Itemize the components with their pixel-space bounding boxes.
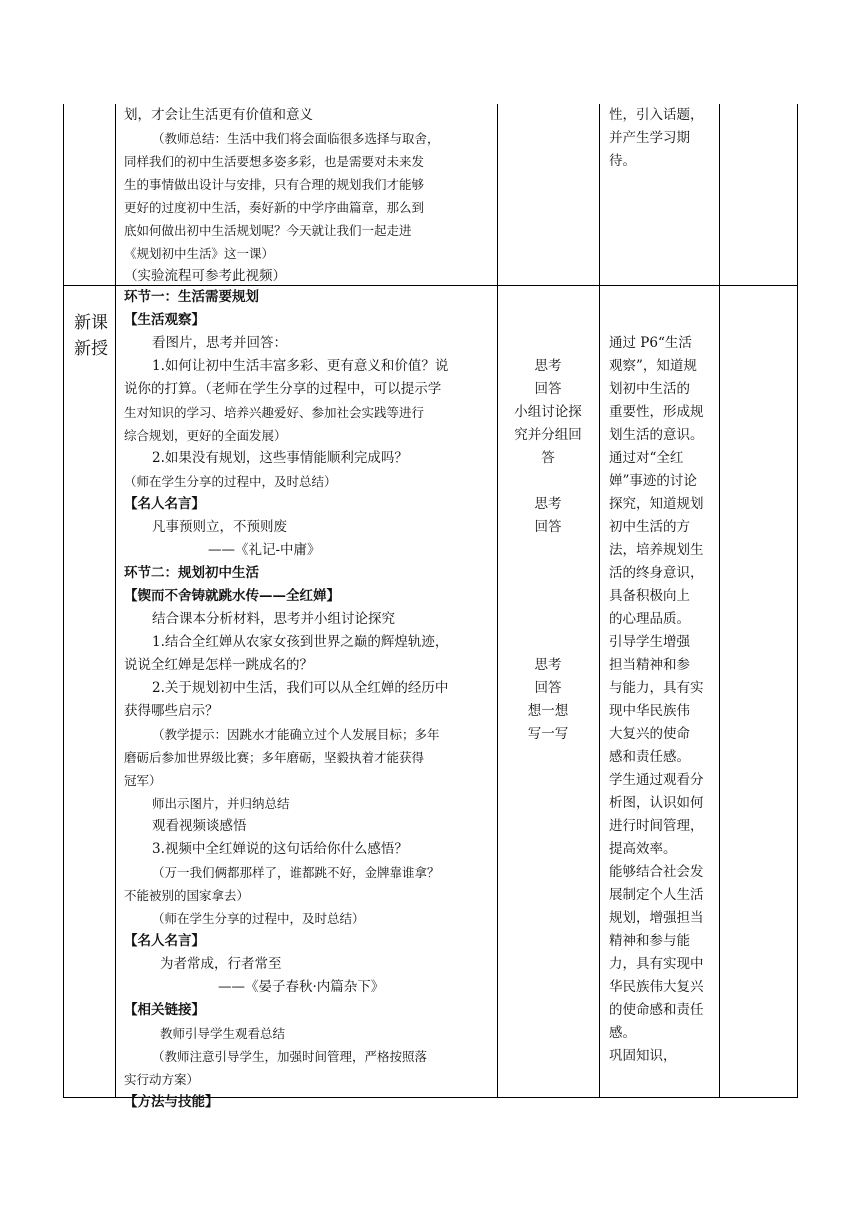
content-line: 磨砺后参加世界级比赛；多年磨砺，坚毅执着才能获得 (124, 750, 425, 765)
content-line: （师在学生分享的过程中，及时总结） (152, 911, 365, 926)
activity-line: 想一想 (527, 703, 569, 719)
activity-line: 回答 (534, 680, 562, 696)
intro-design-intent (609, 104, 717, 173)
content-line: 观看视频谈感悟 (152, 818, 247, 834)
content-line: 获得哪些启示？ (124, 703, 219, 719)
spacer (502, 608, 594, 631)
spacer (502, 539, 594, 562)
intro-line: 更好的过度初中生活，奏好新的中学序曲篇章，那么到 (124, 200, 425, 215)
intent-line: 通过对“全红 (609, 450, 684, 466)
intent-line: 学生通过观看分 (609, 772, 704, 788)
content-line: ——《晏子春秋·内篇杂下》 (218, 979, 385, 995)
intent-line: 力，具有实现中 (609, 956, 704, 972)
intent-line: 华民族伟大复兴 (609, 979, 704, 995)
intro-line: （实验流程可参考此视频） (124, 268, 286, 284)
intent-line: 巩固知识， (609, 1048, 677, 1064)
table-divider-col3 (599, 104, 600, 1098)
intent-line: 感。 (609, 1025, 636, 1041)
content-line: （教师注意引导学生，加强时间管理，严格按照落 (152, 1049, 428, 1064)
spacer (502, 562, 594, 585)
content-line: 2.关于规划初中生活，我们可以从全红婵的经历中 (152, 680, 449, 696)
content-line: 看图片，思考并回答： (152, 335, 287, 351)
intent-line: 精神和参与能 (609, 933, 690, 949)
content-line: 1.结合全红婵从农家女孩到世界之巅的辉煌轨迹， (152, 634, 449, 650)
content-line: 结合课本分析材料，思考并小组讨论探究 (152, 611, 395, 627)
spacer (502, 470, 594, 493)
intent-line: 婵”事迹的讨论 (609, 473, 697, 489)
activity-line: 答 (541, 450, 555, 466)
intent-line: 进行时间管理， (609, 818, 704, 834)
content-line: 师出示图片，并归纳总结 (152, 796, 290, 811)
spacer (502, 631, 594, 654)
content-line: （师在学生分享的过程中，及时总结） (124, 474, 337, 489)
intent-line: 活的终身意识， (609, 565, 704, 581)
content-line: 综合规划，更好的全面发展） (124, 428, 287, 443)
section-heading: 【名人名言】 (124, 496, 205, 512)
intro-content (124, 104, 492, 288)
activity-line: 小组讨论探 (514, 404, 582, 420)
intent-line: 观察”，知道规 (609, 358, 697, 374)
spacer (502, 309, 594, 332)
section-heading: 【名人名言】 (124, 933, 205, 949)
content-line: 1.如何让初中生活丰富多彩、更有意义和价值？说 (152, 358, 449, 374)
section-heading: 环节一：生活需要规划 (124, 289, 259, 305)
intent-line: 划初中生活的 (609, 381, 690, 397)
intent-line: 划生活的意识。 (609, 427, 704, 443)
intent-line: 法，培养规划生 (609, 542, 704, 558)
section-heading: 【相关链接】 (124, 1002, 205, 1018)
content-line: 3.视频中全红婵说的这句话给你什么感悟？ (152, 841, 408, 857)
activity-line: 回答 (534, 519, 562, 535)
content-line: 说你的打算。（老师在学生分享的过程中，可以提示学 (124, 381, 442, 397)
intent-line: 具备积极向上 (609, 588, 690, 604)
content-line: 2.如果没有规划，这些事情能顺利完成吗？ (152, 450, 408, 466)
activity-line: 思考 (534, 657, 562, 673)
intent-line: 担当精神和参 (609, 657, 690, 673)
intent-line: 重要性，形成规 (609, 404, 704, 420)
section-heading: 【生活观察】 (124, 312, 205, 328)
content-line: ——《礼记-中庸》 (208, 542, 321, 558)
activity-line: 思考 (534, 358, 562, 374)
section-label (70, 310, 112, 362)
spacer (609, 286, 717, 309)
section-label-line2: 新授 (74, 339, 108, 359)
spacer (502, 286, 594, 309)
table-border-left (63, 104, 64, 1098)
intent-line: 的心理品质。 (609, 611, 690, 627)
section-heading: 环节二：规划初中生活 (124, 565, 259, 581)
intro-line: 《规划初中生活》这一课） (124, 246, 275, 261)
intent-line: 与能力，具有实 (609, 680, 704, 696)
intent-line: 析图，认识如何 (609, 795, 704, 811)
intent-line: 性，引入话题， (609, 107, 704, 123)
design-intent (609, 286, 717, 1068)
activity-line: 思考 (534, 496, 562, 512)
intent-line: 规划，增强担当 (609, 910, 704, 926)
section-heading: 【方法与技能】 (124, 1094, 219, 1110)
table-border-right (797, 104, 798, 1098)
intent-line: 现中华民族伟 (609, 703, 690, 719)
content-line: 说说全红婵是怎样一跳成名的？ (124, 657, 313, 673)
intent-line: 展制定个人生活 (609, 887, 704, 903)
content-line: 不能被别的国家拿去） (124, 888, 250, 903)
content-line: 为者常成，行者常至 (160, 956, 282, 972)
intent-line: 探究，知道规划 (609, 496, 704, 512)
intent-line: 初中生活的方 (609, 519, 690, 535)
intent-line: 的使命感和责任 (609, 1002, 704, 1018)
content-line: 教师引导学生观看总结 (160, 1026, 286, 1041)
student-activity (502, 286, 594, 746)
activity-line: 写一写 (527, 726, 569, 742)
table-divider-col1 (115, 104, 116, 1098)
activity-line: 回答 (534, 381, 562, 397)
intro-line: （教师总结：生活中我们将会面临很多选择与取舍， (152, 131, 440, 146)
teaching-content (124, 286, 492, 1114)
intro-line: 生的事情做出设计与安排，只有合理的规划我们才能够 (124, 177, 425, 192)
content-line: 实行动方案） (124, 1072, 200, 1087)
activity-line: 究并分组回 (514, 427, 582, 443)
table-divider-col4 (719, 104, 720, 1098)
section-heading: 【锲而不舍铸就跳水传——全红婵】 (124, 588, 340, 604)
intro-line: 底如何做出初中生活规划呢？今天就让我们一起走进 (124, 223, 412, 238)
content-line: （教学提示：因跳水才能确立过个人发展目标；多年 (152, 727, 440, 742)
intent-line: 能够结合社会发 (609, 864, 704, 880)
intro-line: 同样我们的初中生活要想多姿多彩，也是需要对未来发 (124, 154, 425, 169)
spacer (502, 585, 594, 608)
content-line: 生对知识的学习、培养兴趣爱好、参加社会实践等进行 (124, 405, 425, 420)
intent-line: 引导学生增强 (609, 634, 690, 650)
content-line: 凡事预则立，不预则废 (152, 519, 287, 535)
spacer (502, 332, 594, 355)
table-divider-col2 (497, 104, 498, 1098)
intent-line: 大复兴的使命 (609, 726, 690, 742)
section-label-line1: 新课 (74, 313, 108, 333)
content-line: （万一我们俩都那样了，谁都跳不好，金牌靠谁拿？ (152, 865, 440, 880)
intent-line: 感和责任感。 (609, 749, 690, 765)
intent-line: 待。 (609, 153, 636, 169)
intro-line: 划，才会让生活更有价值和意义 (124, 107, 313, 123)
content-line: 冠军） (124, 773, 162, 788)
intent-line: 通过 P6“生活 (609, 335, 692, 351)
spacer (609, 309, 717, 332)
intent-line: 并产生学习期 (609, 130, 690, 146)
intent-line: 提高效率。 (609, 841, 677, 857)
